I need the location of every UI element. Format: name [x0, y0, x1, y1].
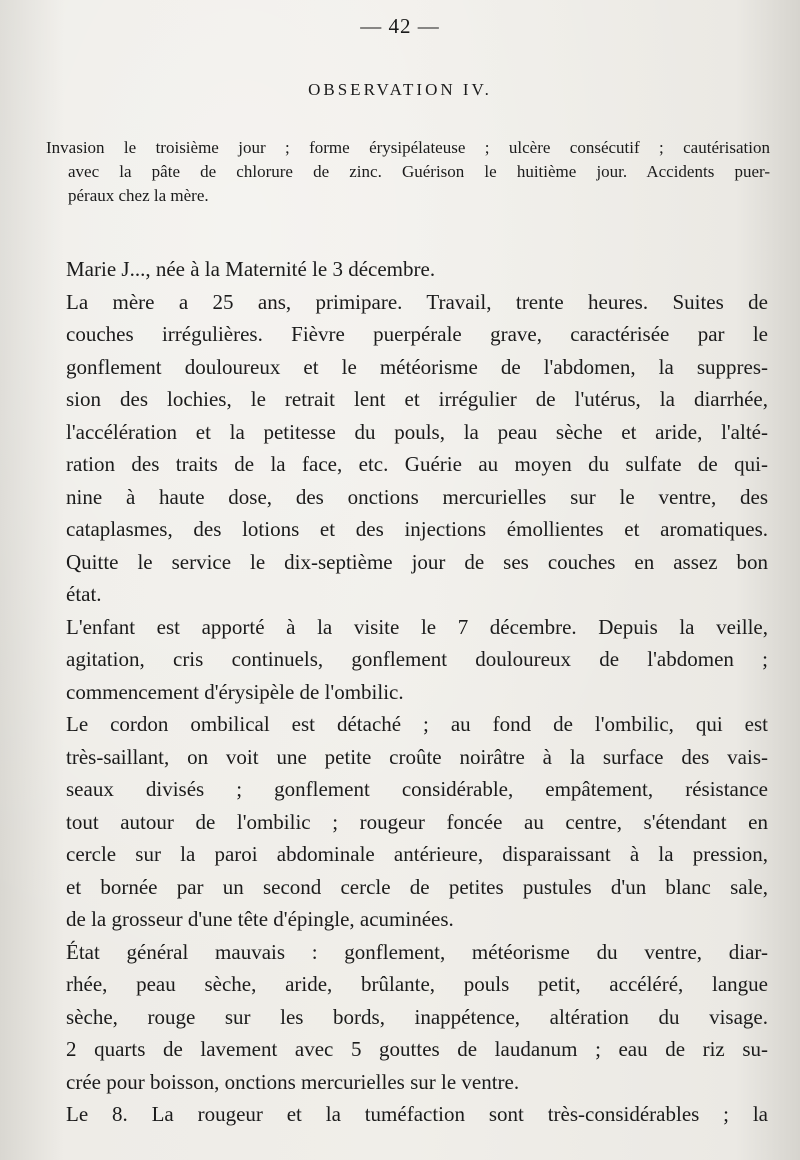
- body-line: Le cordon ombilical est détaché ; au fond de l'ombilic, qui est: [66, 712, 768, 736]
- body-line: état.: [66, 582, 102, 606]
- body-line: et bornée par un second cercle de petites pustules d'un blanc sale,: [66, 874, 768, 899]
- page-number: — 42 —: [360, 14, 440, 38]
- body-line: gonflement douloureux et le météorisme de l'abdomen, la suppres-: [66, 354, 768, 379]
- body-line: L'enfant est apporté à la visite le 7 décembre. Depuis la veille,: [66, 614, 768, 639]
- body-line: État général mauvais : gonflement, météorisme du ventre, diar-: [66, 939, 768, 964]
- body-line: très-saillant, on voit une petite croûte noirâtre à la surface des vais-: [66, 744, 768, 769]
- body-line: sion des lochies, le retrait lent et irrégulier de l'utérus, la diarrhée,: [66, 387, 768, 411]
- summary-line: péraux chez la mère.: [68, 186, 209, 205]
- body-line: Le 8. La rougeur et la tuméfaction sont très-considérables ; la: [66, 1102, 768, 1126]
- observation-title: OBSERVATION IV.: [308, 80, 492, 99]
- body-line: agitation, cris continuels, gonflement douloureux de l'abdomen ;: [66, 647, 768, 671]
- body-line: seaux divisés ; gonflement considérable, empâtement, résistance: [66, 777, 768, 801]
- body-line: crée pour boisson, onctions mercurielles sur le ventre.: [66, 1069, 520, 1094]
- summary-line: Invasion le troisième jour ; forme érysipélateuse ; ulcère consécutif ; cautérisation: [46, 138, 770, 157]
- body-line: nine à haute dose, des onctions mercurielles sur le ventre, des: [66, 484, 768, 509]
- body-line: l'accélération et la petitesse du pouls, la peau sèche et aride, l'alté-: [66, 419, 768, 444]
- body-line: cercle sur la paroi abdominale antérieure, disparaissant à la pression,: [66, 842, 768, 866]
- observation-summary: [46, 136, 776, 208]
- body-line: commencement d'érysipèle de l'ombilic.: [66, 679, 404, 704]
- observation-body: [66, 253, 768, 1131]
- body-line: tout autour de l'ombilic ; rougeur foncée au centre, s'étendant en: [66, 809, 768, 834]
- body-line: 2 quarts de lavement avec 5 gouttes de laudanum ; eau de riz su-: [66, 1037, 768, 1061]
- body-line: ration des traits de la face, etc. Guérie au moyen du sulfate de qui-: [66, 452, 768, 476]
- body-line: rhée, peau sèche, aride, brûlante, pouls petit, accéléré, langue: [66, 972, 768, 996]
- body-line: sèche, rouge sur les bords, inappétence, altération du visage.: [66, 1004, 768, 1029]
- body-line: couches irrégulières. Fièvre puerpérale grave, caractérisée par le: [66, 322, 768, 346]
- body-line: de la grosseur d'une tête d'épingle, acuminées.: [66, 907, 454, 931]
- body-line: La mère a 25 ans, primipare. Travail, trente heures. Suites de: [66, 289, 768, 314]
- body-line: Quitte le service le dix-septième jour de ses couches en assez bon: [66, 549, 768, 574]
- body-line: cataplasmes, des lotions et des injections émollientes et aromatiques.: [66, 517, 768, 541]
- summary-line: avec la pâte de chlorure de zinc. Guérison le huitième jour. Accidents puer-: [68, 162, 770, 181]
- body-line: Marie J..., née à la Maternité le 3 décembre.: [66, 257, 436, 281]
